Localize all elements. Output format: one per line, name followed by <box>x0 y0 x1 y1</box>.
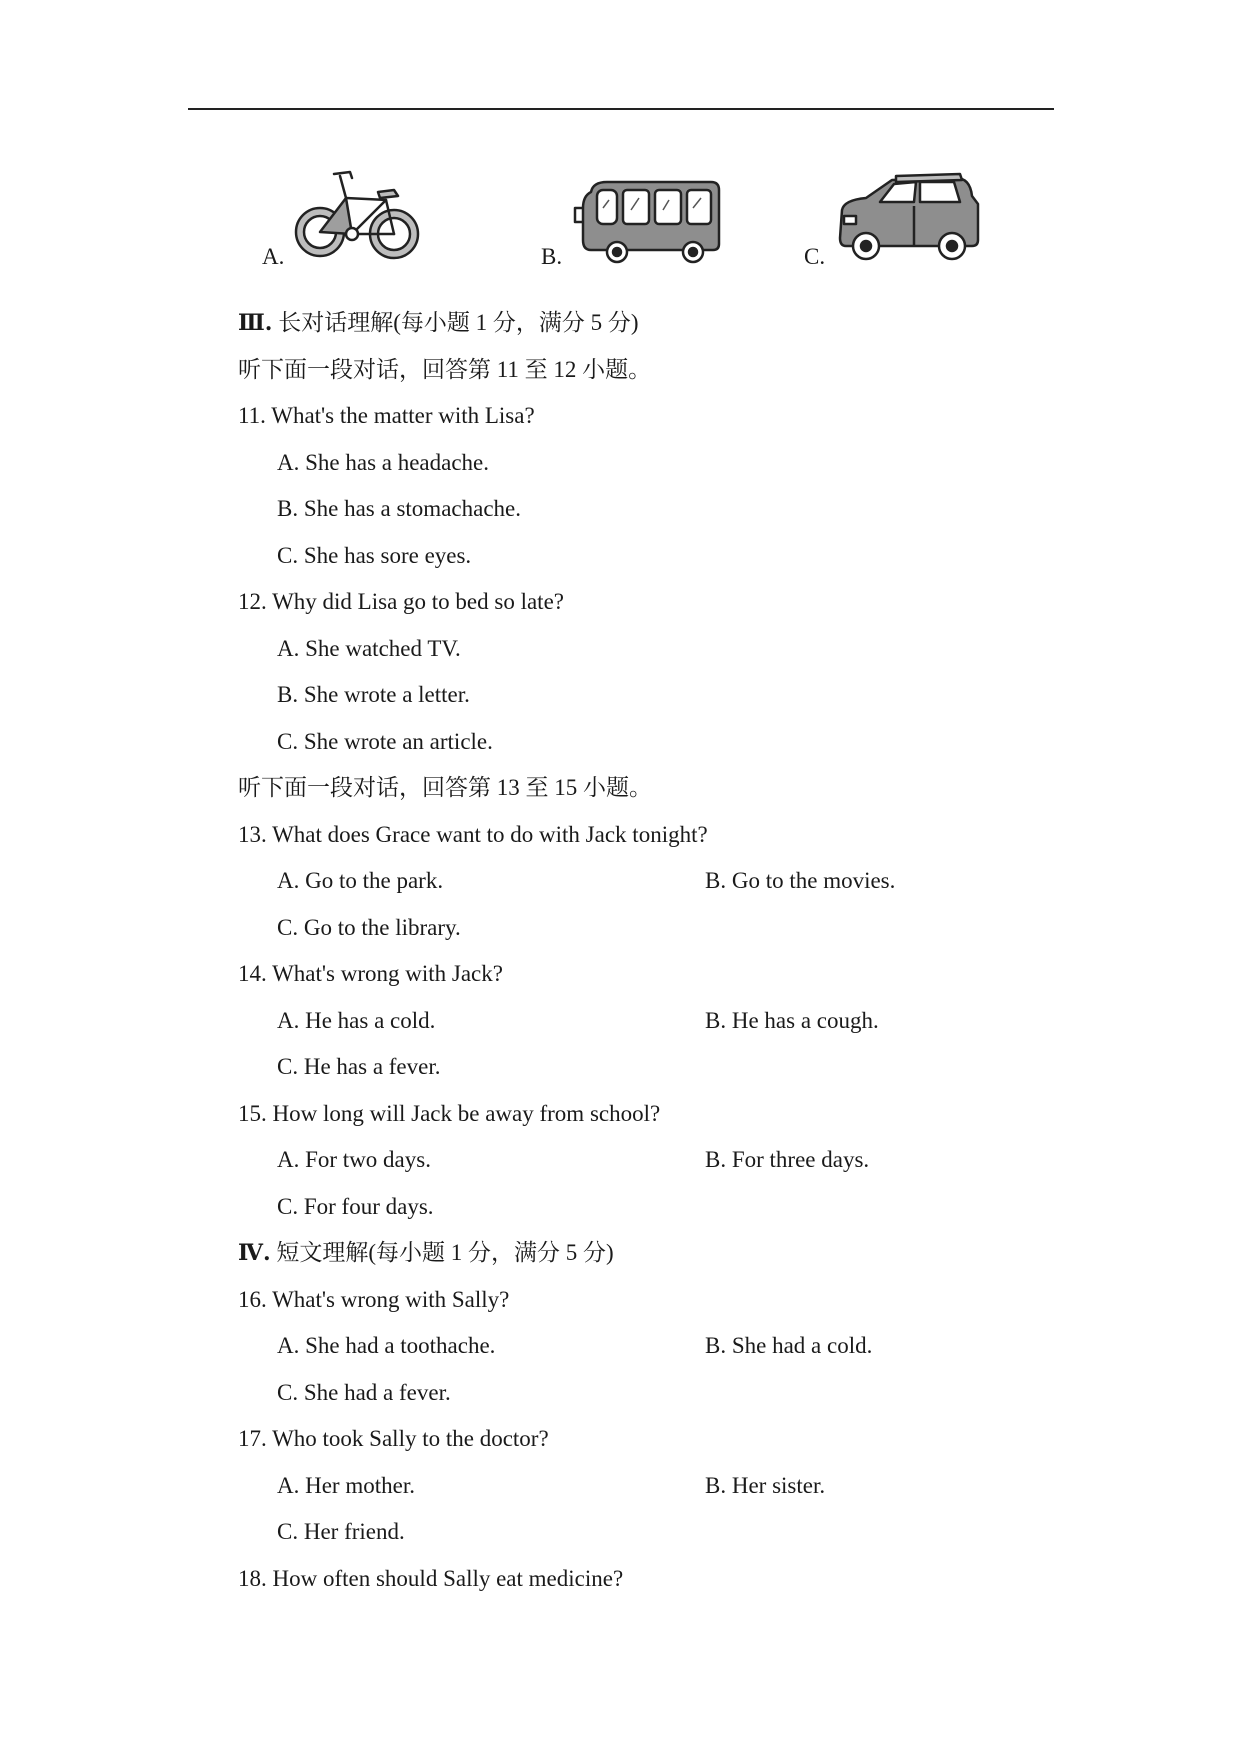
section-number: Ⅲ. <box>238 310 273 336</box>
option-letter: C. <box>804 244 826 269</box>
question-stem: 11. What's the matter with Lisa? <box>238 403 535 428</box>
question-stem: 12. Why did Lisa go to bed so late? <box>238 589 564 614</box>
section-heading-4 <box>238 1230 1098 1277</box>
answer-option-a[interactable]: A. Go to the park. <box>277 868 444 893</box>
question-stem: 17. Who took Sally to the doctor? <box>238 1426 549 1451</box>
answer-option-c[interactable]: C. Go to the library. <box>277 914 461 940</box>
car-icon <box>836 170 986 266</box>
question-stem: 15. How long will Jack be away from school? <box>238 1100 661 1126</box>
section-title: 长对话理解(每小题 1 分，满分 5 分) <box>278 310 639 335</box>
picture-option-b[interactable] <box>541 160 741 270</box>
answer-option-b[interactable]: B. Go to the movies. <box>705 868 896 893</box>
answer-row <box>238 858 1098 905</box>
answer-option-c[interactable]: C. Her friend. <box>277 1519 405 1544</box>
answer-option-b[interactable]: B. She had a cold. <box>705 1333 873 1358</box>
header-rule <box>188 108 1054 110</box>
answer-option-a[interactable]: A. He has a cold. <box>277 1007 436 1033</box>
answer-option-c[interactable]: C. He has a fever. <box>277 1054 441 1079</box>
answer-option-a[interactable]: A. For two days. <box>277 1147 431 1172</box>
answer-option-c[interactable]: C. She has sore eyes. <box>277 542 472 568</box>
answer-option-b[interactable]: B. He has a cough. <box>705 1007 879 1033</box>
instruction: 听下面一段对话，回答第 11 至 12 小题。 <box>238 356 652 382</box>
question-stem: 16. What's wrong with Sally? <box>238 1286 510 1312</box>
answer-option-a[interactable]: A. She watched TV. <box>277 635 461 661</box>
picture-option-a[interactable] <box>262 160 432 270</box>
question-stem: 18. How often should Sally eat medicine? <box>238 1565 624 1591</box>
answer-option-b[interactable]: B. She wrote a letter. <box>277 682 470 707</box>
answer-option-c[interactable]: C. She wrote an article. <box>277 728 493 754</box>
answer-row <box>238 1137 1098 1184</box>
answer-option-b[interactable]: B. Her sister. <box>705 1472 826 1498</box>
answer-option-b[interactable]: B. For three days. <box>705 1147 870 1172</box>
answer-option-a[interactable]: A. She had a toothache. <box>277 1333 496 1358</box>
answer-row <box>238 1463 1098 1510</box>
answer-option-b[interactable]: B. She has a stomachache. <box>277 496 521 521</box>
answer-option-c[interactable]: C. She had a fever. <box>277 1379 451 1405</box>
section-heading-3 <box>238 300 1098 347</box>
section-title: 短文理解(每小题 1 分，满分 5 分) <box>276 1240 614 1265</box>
bus-icon <box>573 178 723 266</box>
section-number: Ⅳ. <box>238 1240 271 1266</box>
picture-option-c[interactable] <box>804 160 1004 270</box>
question-stem: 14. What's wrong with Jack? <box>238 961 503 986</box>
answer-option-a[interactable]: A. She has a headache. <box>277 449 490 475</box>
option-letter: B. <box>541 244 563 269</box>
bicycle-icon <box>294 164 424 264</box>
answer-option-a[interactable]: A. Her mother. <box>277 1472 415 1498</box>
question-stem: 13. What does Grace want to do with Jack tonight? <box>238 821 708 847</box>
option-letter: A. <box>262 244 285 269</box>
exam-content <box>238 300 1098 1602</box>
instruction: 听下面一段对话，回答第 13 至 15 小题。 <box>238 775 652 800</box>
answer-row <box>238 998 1098 1045</box>
answer-row <box>238 1323 1098 1370</box>
answer-option-c[interactable]: C. For four days. <box>277 1193 434 1219</box>
picture-options <box>0 160 1240 280</box>
